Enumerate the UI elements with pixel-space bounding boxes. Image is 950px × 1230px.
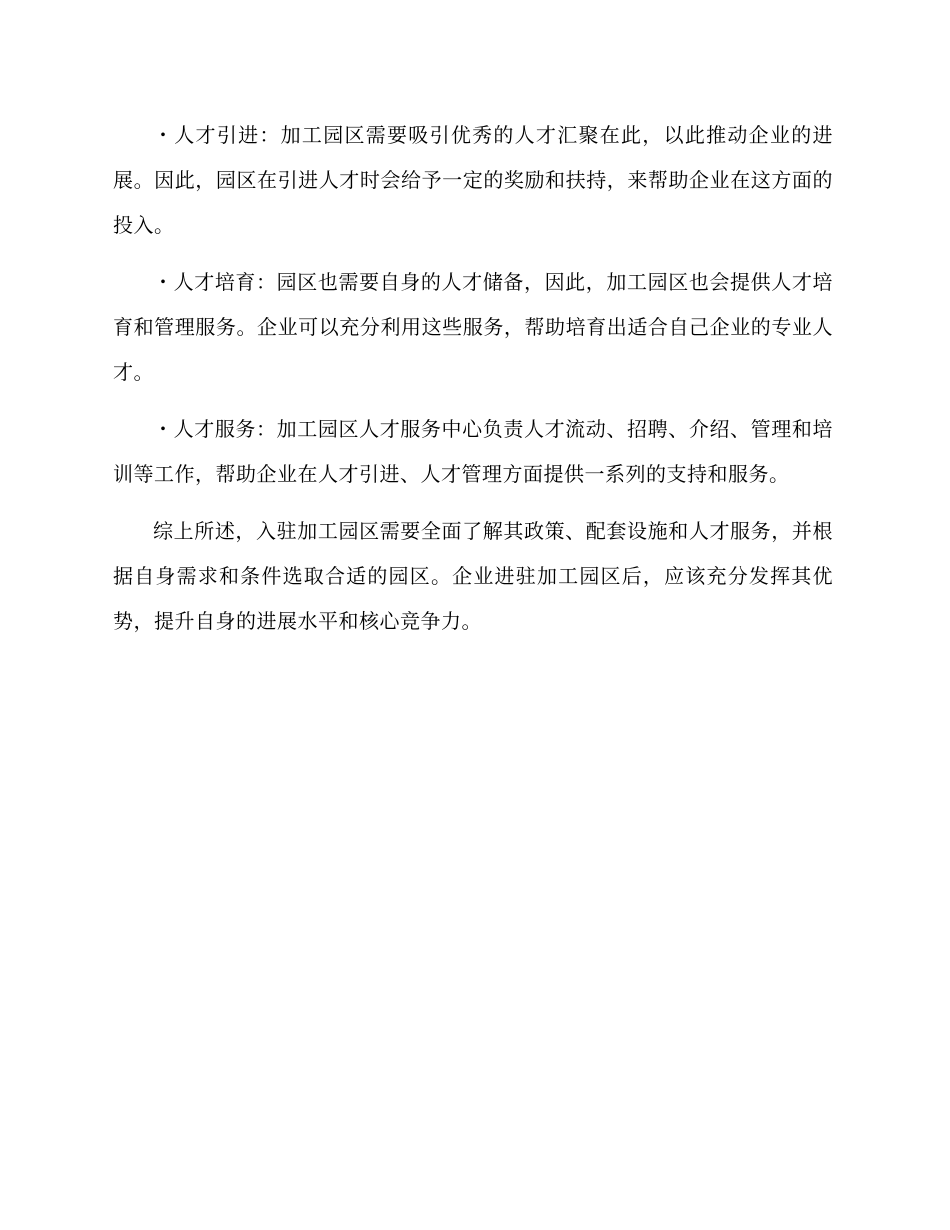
document-page — [113, 113, 833, 656]
paragraph-talent-introduction: ・人才引进：加工园区需要吸引优秀的人才汇聚在此，以此推动企业的进展。因此，园区在引进人才时会给予一定的奖励和扶持，来帮助企业在这方面的投入。 — [113, 123, 833, 237]
paragraph-talent-cultivation: ・人才培育：园区也需要自身的人才储备，因此，加工园区也会提供人才培育和管理服务。企业可以充分利用这些服务，帮助培育出适合自己企业的专业人才。 — [113, 270, 833, 384]
paragraph-talent-service: ・人才服务：加工园区人才服务中心负责人才流动、招聘、介绍、管理和培训等工作，帮助企业在人才引进、人才管理方面提供一系列的支持和服务。 — [113, 417, 833, 486]
paragraph-summary: 综上所述，入驻加工园区需要全面了解其政策、配套设施和人才服务，并根据自身需求和条件选取合适的园区。企业进驻加工园区后，应该充分发挥其优势，提升自身的进展水平和核心竞争力。 — [113, 519, 833, 633]
